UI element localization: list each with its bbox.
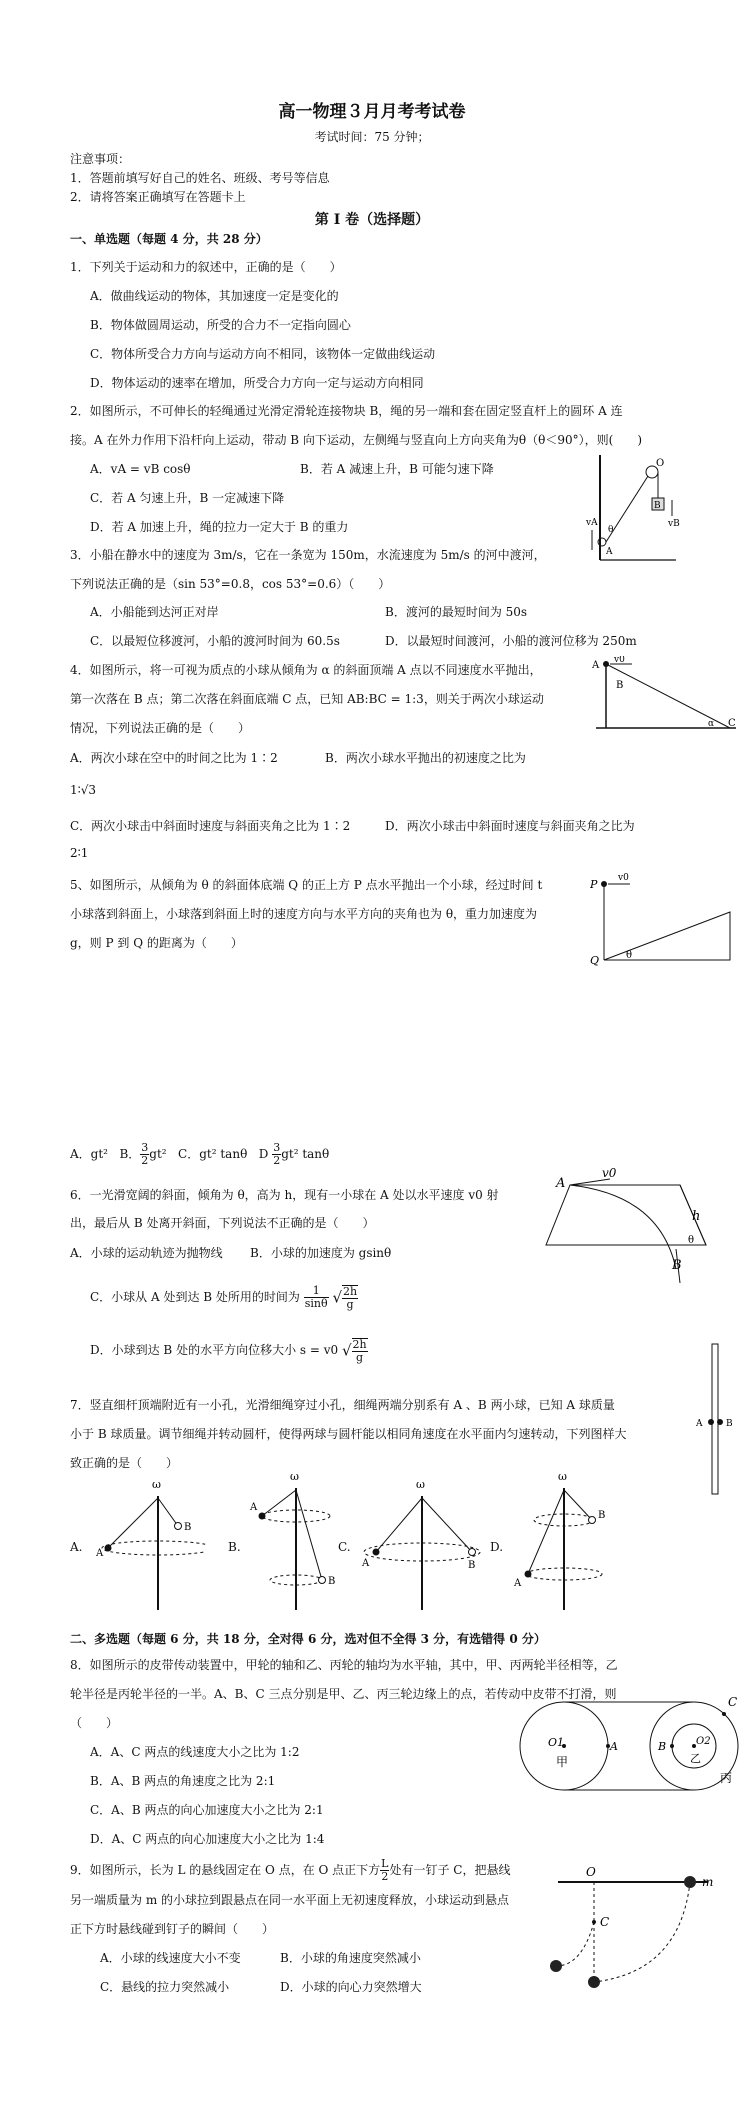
q6-label-b: B xyxy=(672,1258,682,1273)
q7d-label-omega: ω xyxy=(558,1470,567,1483)
q9-label-o: O xyxy=(586,1865,596,1879)
exam-time: 考试时间：75 分钟； xyxy=(314,130,430,144)
q7d-label-b: B xyxy=(598,1510,606,1521)
q7a-label-b: B xyxy=(184,1522,192,1533)
q7a-label-omega: ω xyxy=(152,1478,161,1491)
q8-label-o1: O1 xyxy=(548,1736,565,1749)
q8-label-b: B xyxy=(658,1740,667,1753)
q5-slope xyxy=(604,912,730,960)
q7d-ball-a xyxy=(525,1571,532,1578)
q6-option-a: A．小球的运动轨迹为抛物线 xyxy=(70,1246,223,1260)
q2-line1: 2．如图所示，不可伸长的轻绳通过光滑定滑轮连接物块 B，绳的另一端和套在固定竖直杆上的圆环 A 连 xyxy=(70,404,623,418)
q4-figure xyxy=(592,656,740,736)
notice-item-1: 1．答题前填写好自己的姓名、班级、考号等信息 xyxy=(70,171,330,185)
q1-option-b: B．物体做圆周运动，所受的合力不一定指向圆心 xyxy=(90,318,351,332)
q6-figure xyxy=(540,1165,736,1295)
q5-line2: 小球落到斜面上，小球落到斜面上时的速度方向与水平方向的夹角也为 θ，重力加速度为 xyxy=(70,907,538,921)
q5-ball xyxy=(601,881,607,887)
q5-line1: 5、如图所示，从倾角为 θ 的斜面体底端 Q 的正上方 P 点水平抛出一个小球，经过时间 t xyxy=(70,878,543,892)
q6-line2: 出，最后从 B 处离开斜面，下列说法不正确的是（ ） xyxy=(70,1216,375,1230)
q5-options xyxy=(70,1140,329,1168)
page-title: 高一物理３月月考考试卷 xyxy=(278,102,466,122)
q7-line2: 小于 B 球质量。调节细绳并转动圆杆，使得两球与圆杆能以相同角速度在水平面内匀速转动，下列图样大 xyxy=(70,1427,627,1441)
q9-option-b: B．小球的角速度突然减小 xyxy=(280,1951,421,1965)
q6-option-c: C．小球从 A 处到达 B 处所用的时间为 $\frac{1}{\sin\theta}$ √ $\frac{2h}{g}$ xyxy=(90,1284,358,1311)
q7-ball-b xyxy=(717,1419,723,1425)
q8-label-a: A xyxy=(610,1740,618,1753)
q5-option-c: C．gt² tanθ xyxy=(178,1147,248,1161)
q6-option-d: D．小球到达 B 处的水平方向位移大小 s = v0 √ $\frac{2h}{g}$ xyxy=(90,1337,367,1364)
q7-figure-a xyxy=(96,1478,206,1614)
q7-option-a: A. xyxy=(70,1540,83,1554)
q6-trajectory xyxy=(570,1185,676,1269)
q2-label-va: vA xyxy=(586,518,598,528)
q7d-string-a xyxy=(528,1490,564,1574)
q5-label-theta: θ xyxy=(626,950,633,961)
q9-swing-path-small xyxy=(556,1922,594,1966)
q5-line3: g，则 P 到 Q 的距离为（ ） xyxy=(70,936,243,950)
q7-figure-c xyxy=(356,1478,486,1614)
q4-ball xyxy=(603,661,609,667)
q3-option-b: B．渡河的最短时间为 50s xyxy=(385,605,528,619)
q8-option-a: A．A、C 两点的线速度大小之比为 1:2 xyxy=(90,1745,300,1759)
q1-option-a: A．做曲线运动的物体，其加速度一定是变化的 xyxy=(90,289,339,303)
q8-point-b xyxy=(670,1744,674,1748)
q7b-label-omega: ω xyxy=(290,1470,299,1483)
q7-rod-figure xyxy=(692,1340,740,1500)
q7a-orbit xyxy=(102,1541,206,1555)
q2-option-c: C．若 A 匀速上升，B 一定减速下降 xyxy=(90,491,285,505)
q2-label-theta: θ xyxy=(608,525,614,535)
q7b-ball-a xyxy=(259,1513,266,1520)
q1-option-c: C．物体所受合力方向与运动方向不相同，该物体一定做曲线运动 xyxy=(90,347,436,361)
q3-option-d: D．以最短时间渡河，小船的渡河位移为 250m xyxy=(385,634,637,648)
q4-option-b-cont: 1∶√3 xyxy=(70,783,97,797)
q4-line2: 第一次落在 B 点；第二次落在斜面底端 C 点，已知 AB:BC = 1:3，则关于两次小球运动 xyxy=(70,692,544,706)
q7a-ball-a xyxy=(105,1545,112,1552)
q9-label-m: m xyxy=(702,1875,714,1889)
q7a-string-b xyxy=(158,1498,178,1526)
q3-option-c: C．以最短位移渡河，小船的渡河时间为 60.5s xyxy=(90,634,340,648)
q5-option-b: B． $\frac{3}{2}$ gt² xyxy=(119,1141,167,1167)
q7c-ball-a xyxy=(373,1549,380,1556)
q2-label-o: O xyxy=(656,458,665,469)
q9-ball-bottom xyxy=(588,1976,600,1988)
section2-title: 二、多选题（每题 6 分，共 18 分，全对得 6 分，选对但不全得 3 分，有选错得 0 分） xyxy=(70,1632,546,1646)
q4-option-d: D．两次小球击中斜面时速度与斜面夹角之比为 xyxy=(385,819,635,833)
q9-option-c: C．悬线的拉力突然减小 xyxy=(100,1980,230,1994)
q4-label-b: B xyxy=(616,680,624,691)
q9-figure xyxy=(540,1862,740,2000)
q2-figure xyxy=(586,450,682,565)
q7a-ball-b xyxy=(175,1523,182,1530)
q7-line1: 7．竖直细杆顶端附近有一小孔，光滑细绳穿过小孔，细绳两端分别系有 A 、B 两小球，已知 A 球质量 xyxy=(70,1398,615,1412)
q1-option-d: D．物体运动的速率在增加，所受合力方向一定与运动方向相同 xyxy=(90,376,424,390)
q9-line3: 正下方时悬线碰到钉子的瞬间（ ） xyxy=(70,1922,275,1936)
q5-label-p: P xyxy=(590,878,598,891)
q6-option-b: B．小球的加速度为 gsinθ xyxy=(250,1246,392,1260)
q8-line2: 轮半径是丙轮半径的一半。A、B、C 三点分别是甲、乙、丙三轮边缘上的点，若传动中皮带不打滑，则 xyxy=(70,1687,617,1701)
q3-line2: 下列说法正确的是（sin 53°=0.8，cos 53°=0.6）（ ） xyxy=(70,577,391,591)
q4-option-a: A．两次小球在空中的时间之比为 1∶2 xyxy=(70,751,278,765)
q7-figure-b xyxy=(246,1470,346,1614)
q6-label-a: A xyxy=(556,1176,566,1191)
q5-option-a: A．gt² xyxy=(70,1147,108,1161)
q3-line1: 3．小船在静水中的速度为 3m/s，它在一条宽为 150m，水流速度为 5m/s 的河中渡河， xyxy=(70,548,546,562)
q2-option-a: A．vA = vB cosθ xyxy=(90,462,191,476)
q7d-string-b xyxy=(564,1490,592,1520)
q6-line1: 6．一光滑宽阔的斜面，倾角为 θ，高为 h，现有一小球在 A 处以水平速度 v0 射 xyxy=(70,1188,499,1202)
q4-option-c: C．两次小球击中斜面时速度与斜面夹角之比为 1∶2 xyxy=(70,819,351,833)
q8-label-c: C xyxy=(728,1695,738,1709)
q4-line3: 情况，下列说法正确的是（ ） xyxy=(70,721,251,735)
q7b-string-a xyxy=(262,1490,296,1516)
q4-label-alpha: α xyxy=(708,719,715,729)
q8-label-jia: 甲 xyxy=(556,1755,569,1769)
q2-option-b: B．若 A 减速上升，B 可能匀速下降 xyxy=(300,462,494,476)
q8-option-c: C．A、B 两点的向心加速度大小之比为 2:1 xyxy=(90,1803,324,1817)
section1-title: 一、单选题（每题 4 分，共 28 分） xyxy=(70,232,268,246)
q8-label-bing: 丙 xyxy=(720,1771,733,1785)
q7-label-a: A xyxy=(696,1419,703,1429)
q7-option-b: B. xyxy=(228,1540,241,1554)
q8-line3: （ ） xyxy=(70,1716,119,1730)
q5-label-v0: v0 xyxy=(618,873,629,883)
q9-label-c: C xyxy=(600,1915,610,1929)
q7c-label-b: B xyxy=(468,1560,476,1571)
q7d-ball-b xyxy=(589,1517,596,1524)
q7-label-b: B xyxy=(726,1419,733,1429)
q7a-string-a xyxy=(108,1498,158,1548)
q1-stem: 1．下列关于运动和力的叙述中，正确的是（ ） xyxy=(70,260,342,274)
q7c-label-a: A xyxy=(362,1558,370,1569)
q8-label-yi: 乙 xyxy=(690,1752,701,1765)
q4-option-d-cont: 2∶1 xyxy=(70,846,89,860)
q4-label-a: A xyxy=(592,660,600,671)
q6-label-h: h xyxy=(692,1209,701,1224)
q6-label-v0: v0 xyxy=(602,1166,617,1180)
q9-nail-c xyxy=(592,1920,596,1924)
q7b-ball-b xyxy=(319,1577,326,1584)
q8-label-o2: O2 xyxy=(696,1736,711,1747)
q7b-label-b: B xyxy=(328,1576,336,1587)
q6-label-theta: θ xyxy=(688,1235,695,1246)
q4-label-v0: v0 xyxy=(614,656,625,665)
q4-label-c: C xyxy=(728,718,736,729)
q7d-label-a: A xyxy=(514,1578,522,1589)
q7-option-c: C. xyxy=(338,1540,351,1554)
q2-line2: 接。A 在外力作用下沿杆向上运动，带动 B 向下运动，左侧绳与竖直向上方向夹角为θ（θ＜90°），则( ) xyxy=(70,433,643,447)
notice-item-2: 2．请将答案正确填写在答题卡上 xyxy=(70,190,246,204)
q4-option-b: B．两次小球水平抛出的初速度之比为 xyxy=(325,751,526,765)
q8-figure xyxy=(518,1690,740,1802)
q3-option-a: A．小船能到达河正对岸 xyxy=(90,605,219,619)
notice-heading: 注意事项： xyxy=(70,152,131,166)
q7c-label-omega: ω xyxy=(416,1478,425,1491)
q7b-string-b xyxy=(296,1490,322,1580)
q7-line3: 致正确的是（ ） xyxy=(70,1456,179,1470)
q9-line1: 9．如图所示，长为 L 的悬线固定在 O 点，在 O 点正下方 $\frac{L}{2}$ 处有一钉子 C，把悬线 xyxy=(70,1857,511,1883)
q9-option-d: D．小球的向心力突然增大 xyxy=(280,1980,422,1994)
q5-label-q: Q xyxy=(590,954,600,967)
q2-label-a: A xyxy=(606,547,613,557)
q2-label-b: B xyxy=(654,501,661,511)
q7b-label-a: A xyxy=(250,1502,258,1513)
q7-ball-a xyxy=(708,1419,714,1425)
q7-figure-d xyxy=(512,1470,612,1614)
q9-ball-start xyxy=(684,1876,696,1888)
q2-option-d: D．若 A 加速上升，绳的拉力一定大于 B 的重力 xyxy=(90,520,349,534)
q9-option-a: A．小球的线速度大小不变 xyxy=(100,1951,241,1965)
q9-swing-path xyxy=(594,1882,690,1982)
q8-line1: 8．如图所示的皮带传动装置中，甲轮的轴和乙、丙轮的轴均为水平轴，其中，甲、丙两轮半径相等，乙 xyxy=(70,1658,618,1672)
q5-figure xyxy=(590,872,740,970)
part1-title: 第 I 卷（选择题） xyxy=(314,212,430,228)
q4-line1: 4．如图所示，将一可视为质点的小球从倾角为 α 的斜面顶端 A 点以不同速度水平抛出， xyxy=(70,663,542,677)
q7c-ball-b xyxy=(469,1549,476,1556)
q9-ball-side xyxy=(550,1960,562,1972)
q5-option-d: D $\frac{3}{2}$ gt² tanθ xyxy=(258,1141,330,1167)
q8-option-d: D．A、C 两点的向心加速度大小之比为 1:4 xyxy=(90,1832,325,1846)
q6-incline xyxy=(546,1185,706,1245)
q2-label-vb: vB xyxy=(668,519,680,529)
q7-rod xyxy=(712,1344,718,1494)
q8-point-c xyxy=(722,1712,726,1716)
q8-option-b: B．A、B 两点的角速度之比为 2:1 xyxy=(90,1774,276,1788)
q7a-label-a: A xyxy=(96,1548,104,1559)
q7-option-d: D. xyxy=(490,1540,504,1554)
q9-line2: 另一端质量为 m 的小球拉到跟悬点在同一水平面上无初速度释放，小球运动到悬点 xyxy=(70,1893,510,1907)
